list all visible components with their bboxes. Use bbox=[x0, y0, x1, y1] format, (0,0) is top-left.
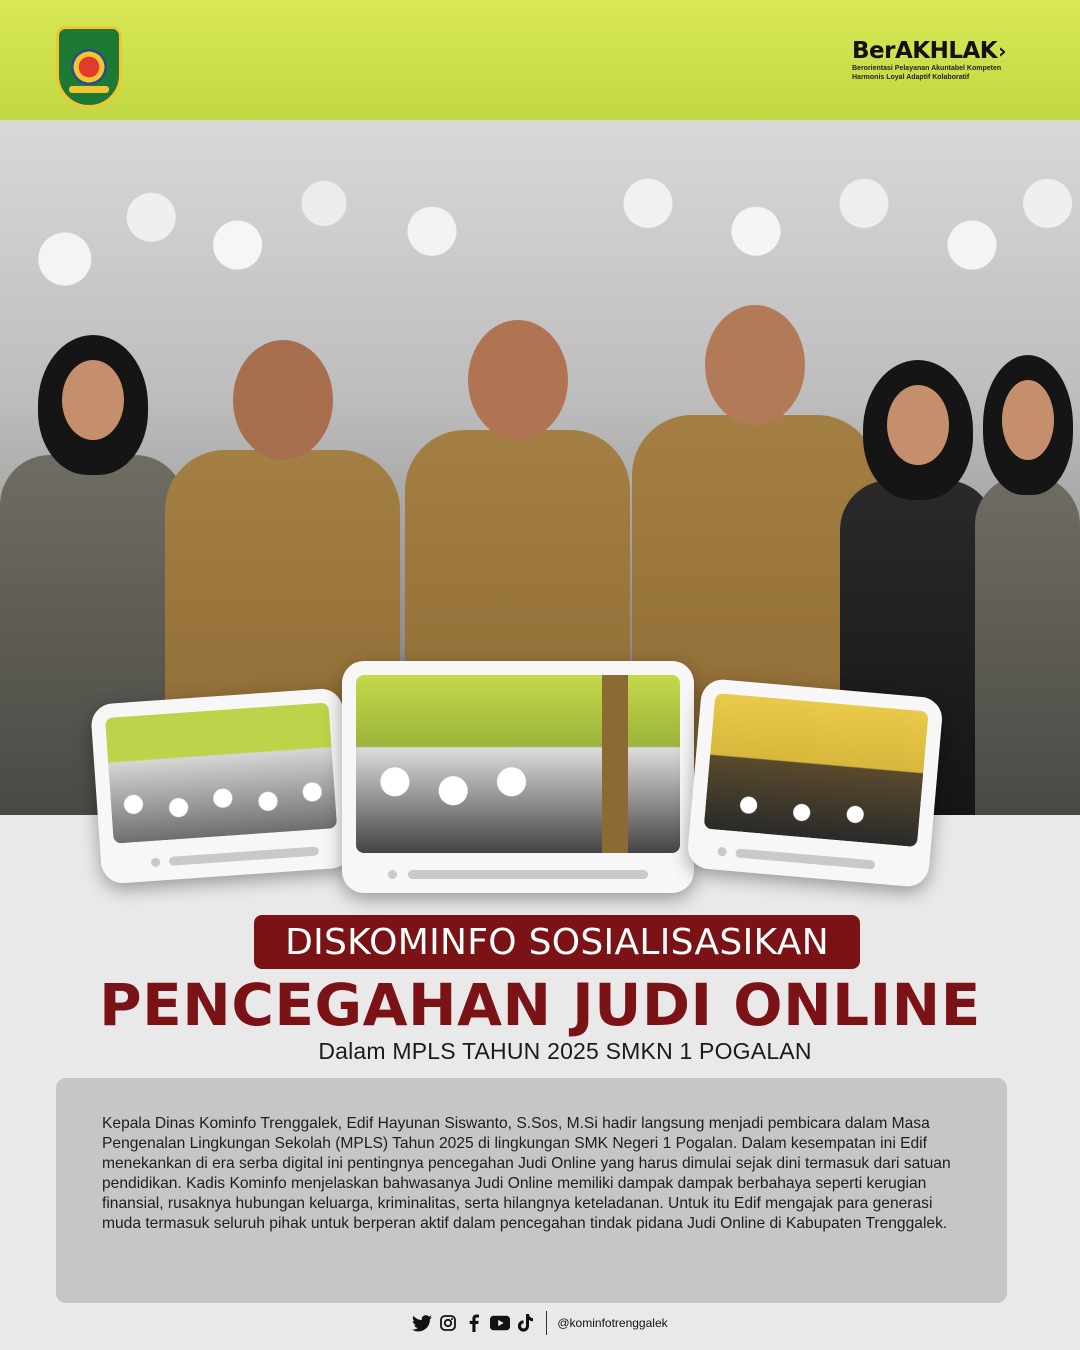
berakhlak-title: BerAKHLAK bbox=[852, 38, 998, 64]
berakhlak-logo bbox=[852, 38, 1022, 82]
article-text: Kepala Dinas Kominfo Trenggalek, Edif Hayunan Siswanto, S.Sos, M.Si hadir langsung menjadi pembicara dalam Masa Pengenalan Lingkungan Sekolah (MPLS) Tahun 2025 di lingkungan SMK Negeri 1 Pogalan. Dalam kesempatan ini Edif menekankan di era serba digital ini pentingnya pencegahan Judi Online yang harus dimulai sejak dini termasuk dari satuan pendidikan. Kadis Kominfo menjelaskan bahwasanya Judi Online memiliki dampak dampak berbahaya seperti kerugian finansial, rusaknya hubungan keluarga, kriminalitas, serta hilangnya keteladanan. Untuk itu Edif mengajak para generasi muda termasuk seluruh pihak untuk berperan aktif dalam pencegahan tindak pidana Judi Online di Kabupaten Trenggalek. bbox=[102, 1115, 951, 1232]
footer-divider bbox=[546, 1311, 547, 1335]
regency-emblem-icon bbox=[71, 49, 107, 85]
chevron-right-icon: › bbox=[998, 39, 1006, 63]
social-footer bbox=[0, 1308, 1080, 1338]
trenggalek-logo bbox=[56, 26, 122, 108]
youtube-icon[interactable] bbox=[490, 1313, 510, 1333]
title-banner bbox=[254, 915, 860, 969]
classroom-photo bbox=[105, 702, 337, 843]
social-handle[interactable]: @kominfotrenggalek bbox=[557, 1316, 668, 1330]
photo-frame-left bbox=[90, 687, 354, 884]
sub-headline: Dalam MPLS TAHUN 2025 SMKN 1 POGALAN bbox=[318, 1038, 812, 1064]
facebook-icon[interactable] bbox=[464, 1313, 484, 1333]
main-headline: PENCEGAHAN JUDI ONLINE bbox=[99, 971, 981, 1039]
berakhlak-tagline-1: Berorientasi Pelayanan Akuntabel Kompeten bbox=[852, 65, 1002, 72]
photo-frame-center bbox=[342, 661, 694, 893]
auditorium-photo bbox=[704, 693, 929, 847]
tiktok-icon[interactable] bbox=[516, 1313, 536, 1333]
title-banner-text: DISKOMINFO SOSIALISASIKAN bbox=[285, 921, 829, 963]
photo-frame-right bbox=[686, 678, 944, 888]
student-far-right bbox=[975, 475, 1080, 815]
berakhlak-tagline-2: Harmonis Loyal Adaptif Kolaboratif bbox=[852, 74, 970, 81]
speaker-photo bbox=[356, 675, 680, 853]
instagram-icon[interactable] bbox=[438, 1313, 458, 1333]
article-body bbox=[56, 1078, 1007, 1303]
twitter-icon[interactable] bbox=[412, 1313, 432, 1333]
